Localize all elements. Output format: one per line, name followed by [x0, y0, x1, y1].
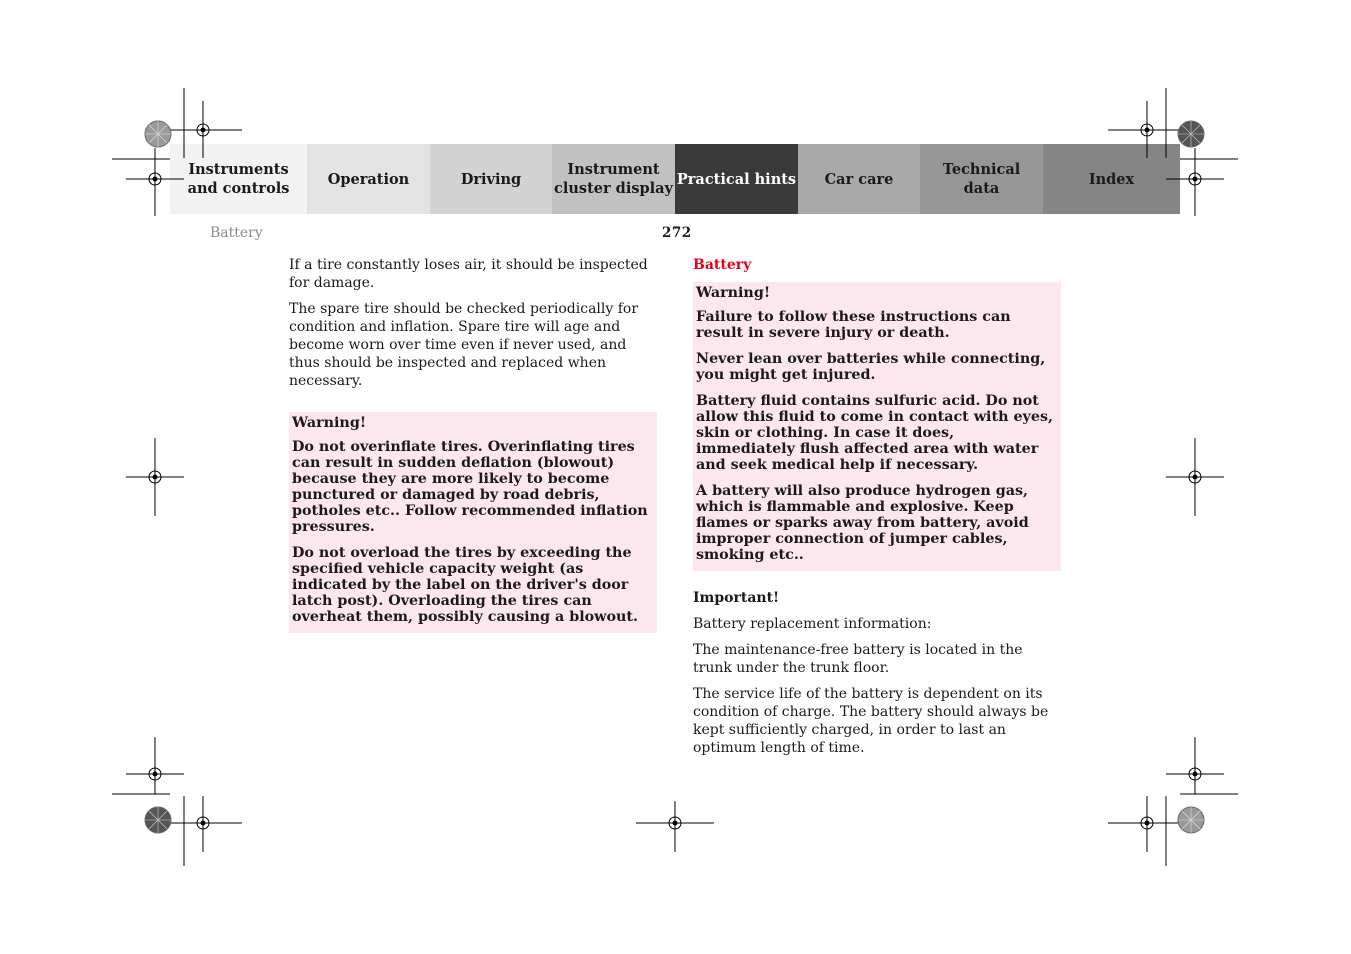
tab-index[interactable]: Index: [1043, 144, 1180, 214]
tab-operation[interactable]: Operation: [307, 144, 430, 214]
battery-section-title: Battery: [693, 257, 752, 273]
battery-info-paragraph: The maintenance-free battery is located in the trunk under the trunk floor.: [693, 642, 1023, 676]
spare-tire-paragraph: The spare tire should be checked periodically for condition and inflation. Spare tire will age and become worn over time even if never used, and thus should be inspected and replaced when necessary.: [289, 301, 639, 389]
tab-technical-data[interactable]: Technical data: [920, 144, 1043, 214]
left-column: [289, 256, 657, 633]
warning-title: Warning!: [696, 285, 771, 301]
warning-item: Failure to follow these instructions can result in severe injury or death.: [696, 309, 1011, 341]
battery-warning-box: [693, 282, 1061, 571]
warning-title: Warning!: [292, 415, 367, 431]
chapter-tab-bar: [170, 144, 1180, 214]
section-label: Battery: [210, 225, 263, 241]
warning-item: Do not overinflate tires. Overinflating tires can result in sudden deflation (blowout) because they are more likely to become punctured or damaged by road debris, potholes etc.. Follow recommended inflation pressures.: [292, 439, 648, 535]
warning-item: Never lean over batteries while connecting, you might get injured.: [696, 351, 1046, 383]
warning-item: A battery will also produce hydrogen gas, which is flammable and explosive. Keep flames or sparks away from battery, avoid improper connection of jumper cables, smoking etc..: [696, 483, 1029, 563]
tire-air-loss-paragraph: If a tire constantly loses air, it should be inspected for damage.: [289, 257, 648, 291]
tab-car-care[interactable]: Car care: [798, 144, 920, 214]
warning-item: Do not overload the tires by exceeding the specified vehicle capacity weight (as indicated by the label on the driver's door latch post). Overloading the tires can overheat them, possibly causing a blowout.: [292, 545, 638, 625]
warning-item: Battery fluid contains sulfuric acid. Do not allow this fluid to come in contact with eyes, skin or clothing. In case it does, immediately flush affected area with water and seek medical help if necessary.: [696, 393, 1053, 473]
battery-info-paragraph: The service life of the battery is dependent on its condition of charge. The battery should always be kept sufficiently charged, in order to last an optimum length of time.: [693, 686, 1049, 756]
right-column: [693, 256, 1061, 765]
tab-instruments-and-controls[interactable]: Instruments and controls: [170, 144, 307, 214]
page-number: 272: [662, 225, 692, 241]
tire-warning-box: [289, 412, 657, 633]
tab-driving[interactable]: Driving: [430, 144, 552, 214]
battery-info-paragraph: Battery replacement information:: [693, 616, 932, 632]
tab-instrument-cluster-display[interactable]: Instrument cluster display: [552, 144, 675, 214]
important-title: Important!: [693, 590, 780, 606]
tab-practical-hints[interactable]: Practical hints: [675, 144, 798, 214]
